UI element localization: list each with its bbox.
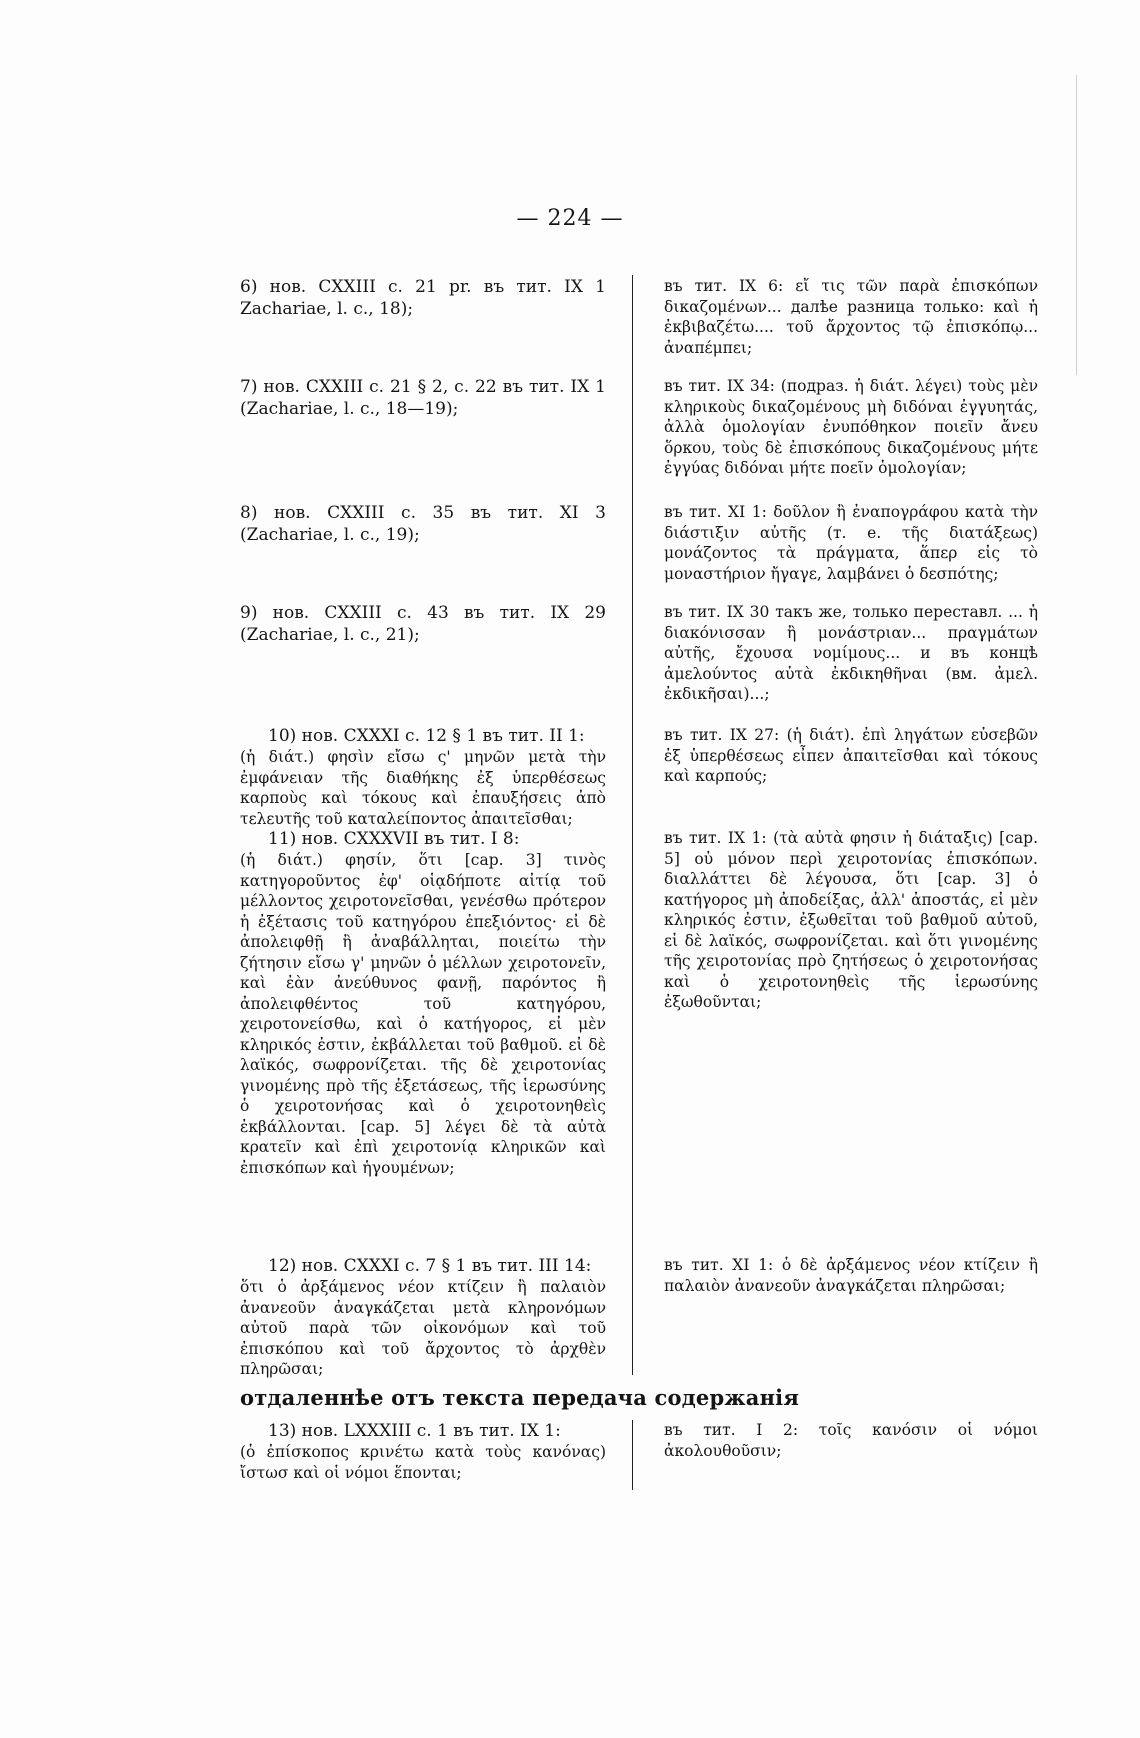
left-entry-6 [240,276,606,320]
entry-reference: 10) нов. CXXXI c. 12 § 1 въ тит. II 1: [268,726,585,746]
right-entry-4: въ тит. IX 30 такъ же, только переставл. ... ἡ διακόνισσαν ἢ μονάστριαν... πραγμάτων αὐτῆς, ἔχουσα νομίμους... и въ концѣ ἀμελούντος αὐτὰ ἐκδικηθῆναι (вм. ἀμελ. ἐκδικῆσαι)...; [664,603,1038,703]
right-entry-2: въ тит. IX 34: (подраз. ἡ διάτ. λέγει) τοὺς μὲν κληρικοὺς δικαζομένους μὴ διδόναι ἐγγυητάς, ἀλλὰ ὁμολογίαν ἐνυπόθηκον ποιεῖν ἄνευ ὅρκου, τοὺς δὲ ἐπισκόπους δικαζομένους μήτε ἐγγύας διδόναι μήτε ποεῖν ὁμολογίαν; [664,377,1038,477]
entry-reference: 11) нов. CXXXVII въ тит. I 8: [268,829,520,849]
column-divider [632,275,633,1375]
column-divider-bottom [632,1420,633,1490]
entry-text: (ὁ ἐπίσκοπος κρινέτω κατὰ τοὺς κανόνας) ἴστωσ καὶ οἱ νόμοι ἕπονται; [240,1443,606,1482]
entry-reference: 12) нов. CXXXI c. 7 § 1 въ тит. III 14: [268,1256,592,1276]
left-entry-10 [240,725,606,829]
left-entry-11 [240,828,606,1178]
left-entry-8 [240,502,606,546]
entry-text: (ἡ διάτ.) φησὶν εἴσω ς' μηνῶν μετὰ τὴν ἐμφάνειαν τῆς διαθήκης ἐξ ὑπερθέσεως καρποὺς καὶ τόκους καὶ ἐπαυξήσεις ἀπὸ τελευτῆς τοῦ καταλείποντος ἀπαιτεῖσθαι; [240,748,606,828]
section-heading: отдаленнѣе отъ текста передача содержанія [240,1385,800,1410]
entry-text: (ἡ διάτ.) φησίν, ὅτι [cap. 3] τινὸς κατηγοροῦντος ἐφ' οἱᾳδήποτε αἰτίᾳ τοῦ μέλλοντος χειροτονεῖσθαι, γενέσθω πρότερον ἡ ἐξέτασις τοῦ κατηγόρου ἐπεξιόντος· εἰ δὲ ἀπολειφθῇ ἢ ἀναβάλληται, ποιείτω τὴν ζήτησιν εἴσω γ' μηνῶν ὁ μέλλων χειροτονεῖν, καὶ ἐὰν ἀνεύθυνος φανῇ, παρόντος ἢ ἀπολειφθέντος τοῦ κατηγόρου, χειροτονείσθω, καὶ ὁ κατήγορος, εἰ μὲν κληρικός ἐστιν, ἐκβάλλεται τοῦ βαθμοῦ. εἰ δὲ λαϊκός, σωφρονίζεται. τῆς δὲ χειροτονίας γινομένης πρὸ τῆς ἐξετάσεως, τῆς ἱερωσύνης ὁ χειροτονήσας καὶ ὁ χειροτονηθεὶς ἐκβάλλονται. [cap. 5] λέγει δὲ τὰ αὐτὰ κρατεῖν καὶ ἐπὶ χειροτονίᾳ κληρικῶν καὶ ἐπισκόπων καὶ ἡγουμένων; [240,851,606,1177]
right-entry-8: въ тит. I 2: τοῖς κανόσιν οἱ νόμοι ἀκολουθοῦσιν; [664,1421,1038,1460]
right-entry-7: въ тит. XI 1: ὁ δὲ ἀρξάμενος νέον κτίζειν ἢ παλαιὸν ἀνανεοῦν ἀναγκάζεται πληρῶσαι; [664,1256,1038,1295]
entry-text: ὅτι ὁ ἀρξάμενος νέον κτίζειν ἢ παλαιὸν ἀνανεοῦν ἀναγκάζεται μετὰ κληρονόμων αὐτοῦ παρὰ τῶν οἰκονόμων καὶ τοῦ ἐπισκόπου καὶ τοῦ ἄρχοντος τὸ ἀρχθὲν πληρῶσαι; [240,1278,606,1378]
entry-reference: 7) нов. CXXIII c. 21 § 2, c. 22 въ тит. IX 1 (Zachariae, l. c., 18—19); [240,377,606,419]
page-number: — 224 — [516,206,624,231]
right-entry-5: въ тит. IX 27: (ἡ διάτ). ἐπὶ ληγάτων εὐσεβῶν ἐξ ὑπερθέσεως εἶπεν ἀπαιτεῖσθαι καὶ τόκους καὶ καρπούς; [664,726,1038,785]
left-entry-13 [240,1420,606,1483]
left-entry-12 [240,1255,606,1380]
entry-reference: 6) нов. CXXIII c. 21 pr. въ тит. IX 1 Zachariae, l. c., 18); [240,277,606,319]
entry-reference: 13) нов. LXXXIII c. 1 въ тит. IX 1: [268,1421,561,1441]
entry-reference: 8) нов. CXXIII c. 35 въ тит. XI 3 (Zachariae, l. c., 19); [240,503,606,545]
left-entry-9 [240,602,606,646]
right-entry-1: въ тит. IX 6: εἴ τις τῶν παρὰ ἐπισκόπων δικαζομένων... далѣе разница только: καὶ ἡ ἐκβιβαζέτω.... τοῦ ἄρχοντος τῷ ἐπισκόπῳ... ἀναπέμπει; [664,277,1038,357]
left-entry-7 [240,376,606,420]
entry-reference: 9) нов. CXXIII c. 43 въ тит. IX 29 (Zachariae, l. c., 21); [240,603,606,645]
right-entry-6: въ тит. IX 1: (τὰ αὐτὰ φησιν ἡ διάταξις) [cap. 5] οὐ μόνον περὶ χειροτονίας ἐπισκόπων. διαλλάττει δὲ λέγουσα, ὅτι [cap. 3] ὁ κατήγορος μὴ ἀποδείξας, ἀλλ' ἀποστάς, εἰ μὲν κληρικός ἐστιν, ἐξωθεῖται τοῦ βαθμοῦ αὐτοῦ, εἰ δὲ λαϊκός, σωφρονίζεται. καὶ ὅτι γινομένης τῆς χειροτονίας πρὸ ζητήσεως ὁ χειροτονήσας καὶ ὁ χειροτονηθεὶς τῆς ἱερωσύνης ἐξωθοῦνται; [664,829,1038,1011]
right-entry-3: въ тит. XI 1: δοῦλον ἢ ἐναπογράφου κατὰ τὴν διάστιξιν αὐτῆς (т. е. τῆς διατάξεως) μονάζοντος τὰ πράγματα, ἅπερ εἰς τὸ μοναστήριον ἤγαγε, λαμβάνει ὁ δεσπότης; [664,503,1038,583]
